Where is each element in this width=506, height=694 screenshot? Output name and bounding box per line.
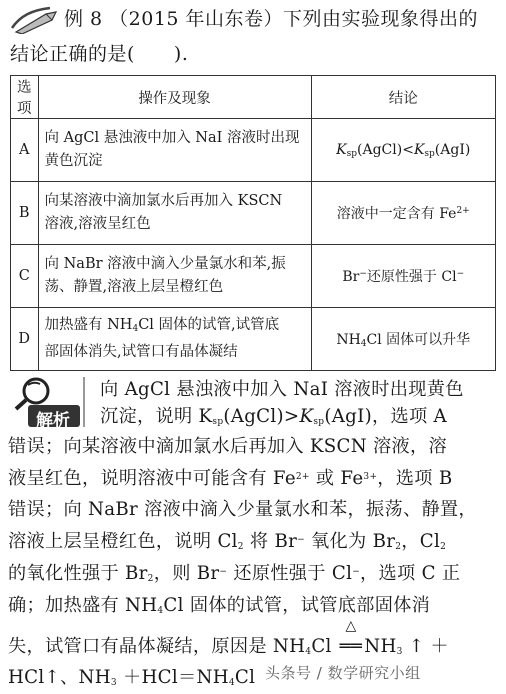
analysis-line: 溶液上层呈橙红色，说明 $Cl_2$ 将 Br− 氧化为 $Br_2$，$Cl_2$ <box>8 531 447 552</box>
option-label: A <box>11 119 39 182</box>
operation-text: Cl 固体的试管,试管底 <box>138 317 280 333</box>
question-text-1: 例 8 （2015 年山东卷）下列由实验现象得出的 <box>64 8 479 30</box>
operation-text: 向某溶液中滴加氯水后再加入 KSCN <box>44 193 283 209</box>
table-row <box>11 245 496 308</box>
table-row <box>11 119 496 182</box>
option-label: B <box>11 182 39 245</box>
analysis-text: 确；加热盛有 NH <box>8 595 158 616</box>
analysis-line: 向 AgCl 悬浊液中加入 NaI 溶液时出现黄色 <box>100 379 464 400</box>
conclusion-text: 溶液中一定含有 Fe <box>336 206 457 222</box>
conclusion-text: NH <box>336 332 361 348</box>
operation-text: 向 AgCl 悬浊液中加入 NaI 溶液时出现 <box>44 130 300 146</box>
analysis-line: 液呈红色，说明溶液中可能含有 $Fe^{2+}$ 或 $Fe^{3+}$，选项 B <box>8 468 453 489</box>
header-option: 选项 <box>11 76 39 119</box>
operation-text: 部固体消失,试管口有晶体凝结 <box>44 344 238 360</box>
analysis-text: 失，试管口有晶体凝结，原因是 NH <box>8 636 306 657</box>
operation-text: 黄色沉淀 <box>44 153 103 169</box>
operation-cell: 加热盛有 $NH_4Cl$ 固体的试管,试管底 部固体消失,试管口有晶体凝结 <box>38 308 311 371</box>
analysis-line: 确；加热盛有 $NH_4Cl$ 固体的试管，试管底部固体消 <box>8 595 431 616</box>
conclusion-cell: $K_{sp}(AgCl)<K_{sp}(AgI)$ <box>311 119 496 182</box>
operation-text: 荡、静置,溶液上层呈橙红色 <box>44 279 224 295</box>
conclusion-text: Br <box>342 269 360 285</box>
analysis-text: 的氧化性强于 Br <box>8 563 148 584</box>
operation-cell <box>38 119 311 182</box>
table-row <box>11 182 496 245</box>
question-line-2: 结论正确的是( ). <box>10 43 189 65</box>
conclusion-cell: Br−还原性强于 Cl− <box>311 245 496 308</box>
analysis-text: HCl↑、NH <box>8 667 111 688</box>
analysis-label: 解析 <box>36 411 70 431</box>
option-label: C <box>11 245 39 308</box>
watermark: 头条号 / 数学研究小组 <box>265 664 421 682</box>
analysis-text: 沉淀，说明 K <box>100 406 213 427</box>
header-operation: 操作及现象 <box>38 76 311 119</box>
header-conclusion: 结论 <box>311 76 496 119</box>
analysis-text: 溶液上层呈橙红色，说明 Cl <box>8 531 238 552</box>
table-header-row <box>11 76 496 119</box>
conclusion-text: Cl 固体可以升华 <box>366 332 471 348</box>
table-row <box>11 308 496 371</box>
conclusion-cell: 溶液中一定含有 $Fe^{2+}$ <box>311 182 496 245</box>
operation-text: 溶液,溶液呈红色 <box>44 216 151 232</box>
analysis-line: 错误；向 NaBr 溶液中滴入少量氯水和苯，振荡、静置， <box>8 499 477 520</box>
conclusion-text: 还原性强于 Cl <box>366 269 457 285</box>
option-label: D <box>11 308 39 371</box>
pencil-icon <box>10 6 62 34</box>
operation-text: 加热盛有 NH <box>44 317 133 333</box>
analysis-line: 的氧化性强于 $Br_2$，则 Br− 还原性强于 Cl−，选项 C 正 <box>8 563 461 584</box>
analysis-text: 液呈红色，说明溶液中可能含有 Fe <box>8 468 296 489</box>
analysis-line: HCl↑、$NH_3 +HCl=NH_4Cl$ <box>8 667 256 688</box>
analysis-line: 沉淀，说明 $K_{sp}(AgCl)>K_{sp}(AgI)$，选项 A <box>100 406 447 427</box>
analysis-badge <box>6 375 86 429</box>
operation-cell <box>38 245 311 308</box>
operation-text: 向 NaBr 溶液中滴入少量氯水和苯,振 <box>44 256 286 272</box>
options-table <box>10 75 496 371</box>
analysis-line: 错误；向某溶液中滴加氯水后再加入 KSCN 溶液，溶 <box>8 436 447 457</box>
conclusion-cell: $NH_4Cl$ 固体可以升华 <box>311 308 496 371</box>
analysis-line: 失，试管口有晶体凝结，原因是 $NH_4Cl$ △ ══ $NH_3$ ↑ ＋ <box>8 618 449 657</box>
operation-cell <box>38 182 311 245</box>
